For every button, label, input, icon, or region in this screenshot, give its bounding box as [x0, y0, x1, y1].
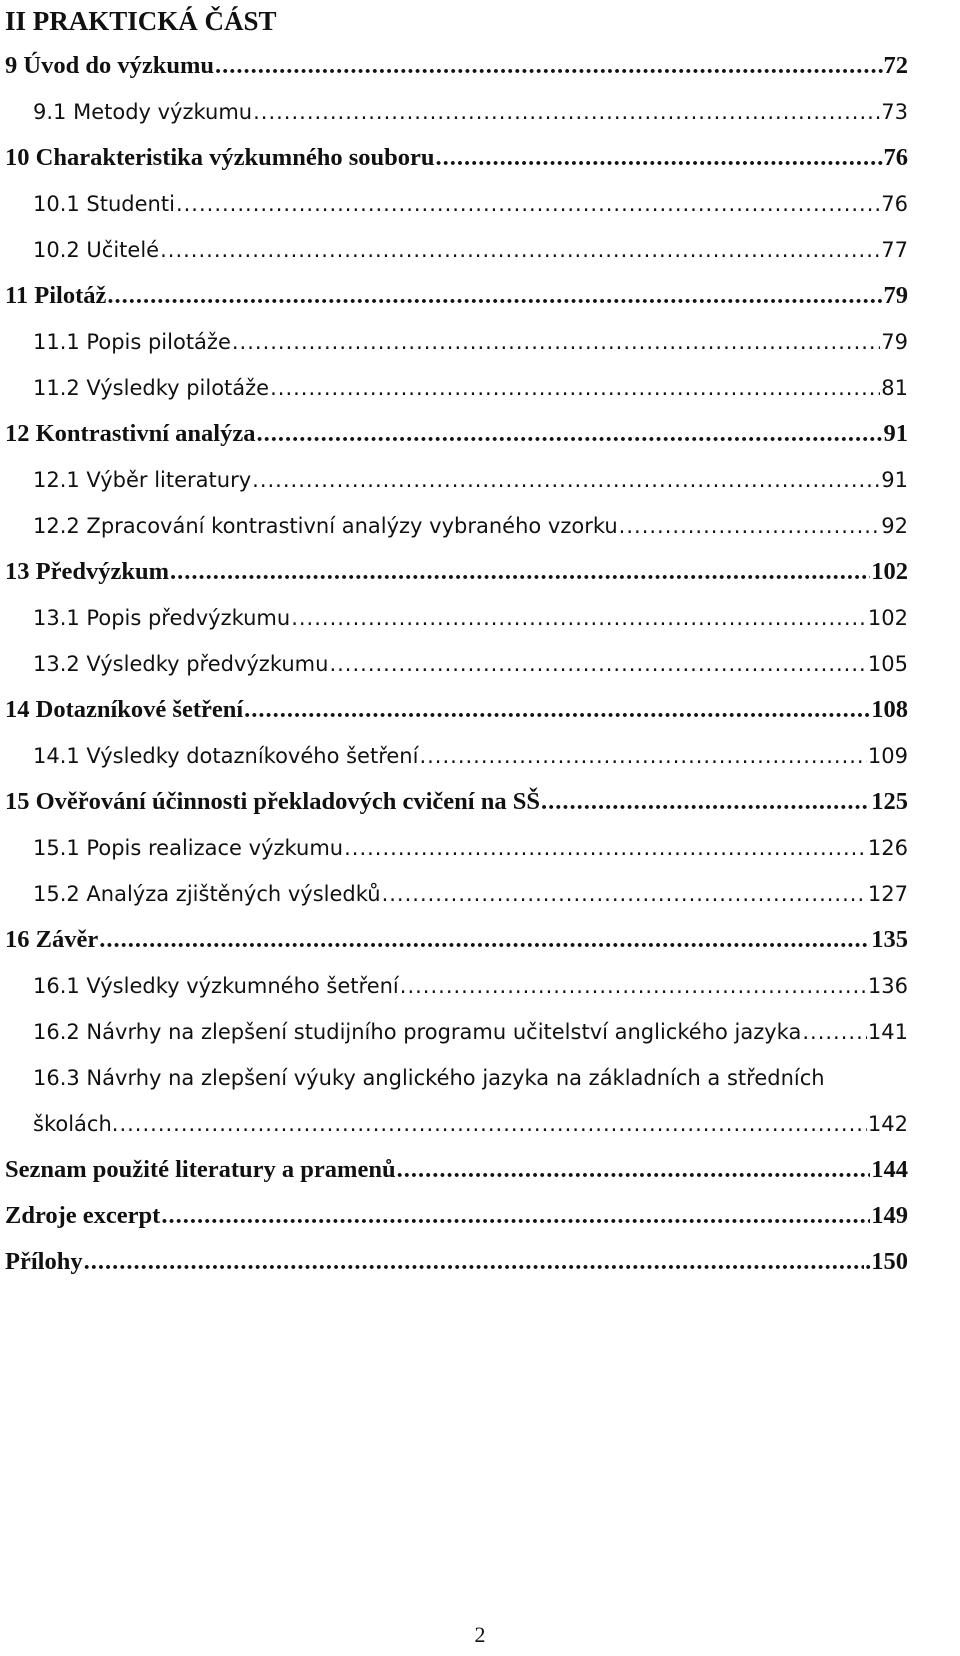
toc-entry-title: 13 Předvýzkum [5, 558, 169, 585]
toc-leader-dots [253, 95, 880, 129]
toc-entry-title: 11 Pilotáž [5, 282, 107, 309]
toc-leader-dots [99, 923, 870, 957]
toc-leader-dots [84, 1245, 865, 1279]
toc-entry-page: 108 [871, 696, 908, 723]
toc-entry-title: 15.1 Popis realizace výzkumu [33, 836, 344, 860]
toc-entry-page: 91 [881, 468, 908, 492]
toc-entry-title: 13.2 Výsledky předvýzkumu [33, 652, 329, 676]
toc-entry-section[interactable] [33, 969, 908, 1003]
toc-entry-page: 127 [867, 882, 908, 906]
toc-leader-dots [419, 739, 866, 773]
toc-entry-title: 12 Kontrastivní analýza [5, 420, 256, 447]
toc-entry-section[interactable] [33, 877, 908, 911]
toc-entry-section-continuation[interactable] [33, 1107, 908, 1141]
toc-entry-page: .150 [865, 1248, 908, 1275]
toc-entry-section[interactable] [33, 601, 908, 635]
toc-leader-dots [270, 371, 880, 405]
toc-entry-page: 149 [871, 1202, 908, 1229]
toc-entry-page: 79 [881, 330, 908, 354]
toc-leader-dots [329, 647, 866, 681]
toc-leader-dots [232, 325, 880, 359]
toc-entry-chapter[interactable] [5, 1245, 908, 1279]
toc-entry-page: 92 [881, 514, 908, 538]
toc-entry-title: 10 Charakteristika výzkumného souboru [5, 144, 435, 171]
toc-entry-chapter[interactable] [5, 417, 908, 451]
toc-entry-title: 9.1 Metody výzkumu [33, 100, 253, 124]
toc-leader-dots [107, 279, 882, 313]
toc-entry-section[interactable] [33, 509, 908, 543]
toc-entry-section[interactable] [33, 1015, 908, 1049]
toc-entry-chapter[interactable] [5, 1199, 908, 1233]
toc-entry-section[interactable] [33, 233, 908, 267]
toc-leader-dots [161, 1199, 870, 1233]
toc-entry-page: 135 [871, 926, 908, 953]
toc-entry-title: 10.1 Studenti [33, 192, 175, 216]
toc-entry-chapter[interactable] [5, 49, 908, 83]
toc-entry-title: 11.1 Popis pilotáže [33, 330, 231, 354]
toc-entry-section[interactable] [33, 371, 908, 405]
toc-entry-title: 12.2 Zpracování kontrastivní analýzy vybraného vzorku [33, 514, 618, 538]
toc-leader-dots [252, 463, 880, 497]
toc-entry-title: 11.2 Výsledky pilotáže [33, 376, 270, 400]
toc-entry-page: 81 [881, 376, 908, 400]
toc-entry-title: 14.1 Výsledky dotazníkového šetření [33, 744, 419, 768]
toc-entry-page: 77 [881, 238, 908, 262]
toc-entry-section[interactable] [33, 463, 908, 497]
toc-entry-page: 125 [871, 788, 908, 815]
toc-leader-dots [176, 187, 880, 221]
toc-entry-title: 10.2 Učitelé [33, 238, 160, 262]
toc-entry-page: 136 [867, 974, 908, 998]
toc-entry-chapter[interactable] [5, 693, 908, 727]
toc-leader-dots [802, 1015, 867, 1049]
toc-entry-chapter[interactable] [5, 279, 908, 313]
toc-leader-dots [244, 693, 870, 727]
toc-entry-title: 15.2 Analýza zjištěných výsledků [33, 882, 381, 906]
toc-entry-page: 141 [867, 1020, 908, 1044]
toc-entry-title: školách. [33, 1112, 119, 1136]
toc-leader-dots [256, 417, 882, 451]
toc-entry-section[interactable] [33, 187, 908, 221]
toc-entry-title: 16 Závěr [5, 926, 99, 953]
toc-leader-dots [435, 141, 882, 175]
toc-leader-dots [344, 831, 867, 865]
toc-entry-page: 79 [883, 282, 908, 309]
toc-entry-chapter[interactable] [5, 1153, 908, 1187]
toc-entry-title: 14 Dotazníkové šetření [5, 696, 244, 723]
toc-entry-chapter[interactable] [5, 555, 908, 589]
toc-entry-chapter[interactable] [5, 785, 908, 819]
toc-entry-page: 76 [883, 144, 908, 171]
toc-entry-page: 109 [867, 744, 908, 768]
toc-entry-page: 91 [883, 420, 908, 447]
toc-entry-section[interactable] [33, 325, 908, 359]
toc-entry-section[interactable] [33, 95, 908, 129]
toc-leader-dots [119, 1107, 866, 1141]
toc-entry-page: 102 [871, 558, 908, 585]
toc-leader-dots [215, 49, 883, 83]
toc-entry-title: 16.2 Návrhy na zlepšení studijního programu učitelství anglického jazyka [33, 1020, 802, 1044]
toc-entry-title: 16.3 Návrhy na zlepšení výuky anglického jazyka na základních a středních [33, 1066, 825, 1090]
toc-leader-dots [619, 509, 881, 543]
toc-entry-title: 12.1 Výběr literatury [33, 468, 252, 492]
toc-entry-section[interactable] [33, 647, 908, 681]
toc-leader-dots [400, 969, 867, 1003]
toc-leader-dots [382, 877, 867, 911]
toc-entry-title: 15 Ověřování účinnosti překladových cvičení na SŠ [5, 788, 540, 815]
toc-leader-dots [160, 233, 880, 267]
toc-leader-dots [291, 601, 867, 635]
toc-entry-page: 126 [867, 836, 908, 860]
toc-entry-page: 76 [881, 192, 908, 216]
toc-entry-title: Zdroje excerpt [5, 1202, 161, 1229]
toc-entry-title: Přílohy [5, 1248, 83, 1275]
toc-entry-section[interactable] [33, 739, 908, 773]
toc-entry-title: Seznam použité literatury a pramenů [5, 1156, 396, 1183]
toc-entry-section[interactable] [33, 831, 908, 865]
toc-entry-page: 73 [881, 100, 908, 124]
page-number: 2 [474, 1622, 486, 1647]
part-heading: II PRAKTICKÁ ČÁST [5, 6, 277, 36]
toc-leader-dots [541, 785, 870, 819]
toc-entry-title: 9 Úvod do výzkumu [5, 52, 214, 79]
toc-entry-page: 105 [867, 652, 908, 676]
toc-leader-dots [397, 1153, 871, 1187]
toc-entry-chapter[interactable] [5, 141, 908, 175]
toc-entry-page: 142 [867, 1112, 908, 1136]
toc-entry-page: 72 [883, 52, 908, 79]
toc-entry-title: 13.1 Popis předvýzkumu [33, 606, 291, 630]
toc-entry-section[interactable] [33, 1061, 908, 1095]
toc-entry-page: 102 [867, 606, 908, 630]
toc-entry-chapter[interactable] [5, 923, 908, 957]
toc-entry-title: 16.1 Výsledky výzkumného šetření [33, 974, 399, 998]
toc-leader-dots [170, 555, 870, 589]
toc-entry-page: 144 [871, 1156, 908, 1183]
